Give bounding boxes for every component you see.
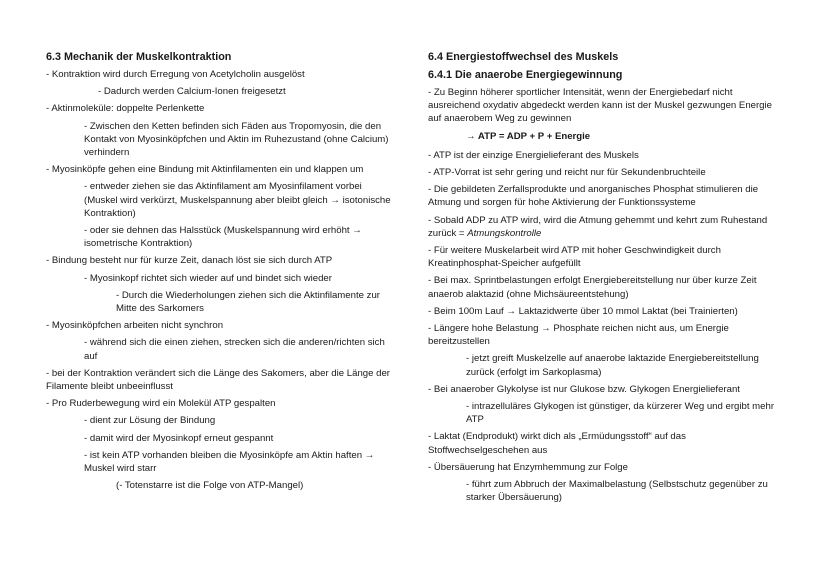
list-item — [428, 478, 778, 504]
list-item — [428, 183, 778, 209]
list-item — [46, 272, 396, 285]
list-item-text: - oder sie dehnen das Halsstück (Muskelspannung wird erhöht → isometrische Kontraktion) — [84, 225, 362, 250]
list-item-text: - Myosinkopf richtet sich wieder auf und bindet sich wieder — [84, 272, 332, 284]
list-item-text: - ATP-Vorrat ist sehr gering und reicht nur für Sekundenbruchteile — [428, 167, 706, 179]
list-item — [46, 68, 396, 81]
list-item — [428, 383, 778, 396]
list-item-emphasis: Atmungskontrolle — [467, 227, 542, 239]
list-item-text: - intrazelluläres Glykogen ist günstiger, da kürzerer Weg und ergibt mehr ATP — [466, 401, 775, 426]
list-item — [46, 85, 396, 98]
subsection-heading-6-4-1: 6.4.1 Die anaerobe Energiegewinnung — [428, 69, 623, 81]
list-item — [46, 432, 396, 445]
section-heading-6-4: 6.4 Energiestoffwechsel des Muskels — [428, 51, 619, 63]
list-item-text: - ATP ist der einzige Energielieferant des Muskels — [428, 149, 639, 161]
list-item — [428, 352, 778, 378]
list-item-text: - Längere hohe Belastung → Phosphate reichen nicht aus, um Energie bereitzustellen — [428, 323, 729, 348]
right-item-list — [428, 149, 778, 505]
list-item — [46, 336, 396, 362]
list-item-text: - Aktinmoleküle: doppelte Perlenkette — [46, 103, 205, 115]
section-heading-6-3: 6.3 Mechanik der Muskelkontraktion — [46, 51, 232, 63]
list-item — [46, 120, 396, 160]
list-item-text: - Pro Ruderbewegung wird ein Molekül ATP gespalten — [46, 398, 276, 410]
list-item-text: - während sich die einen ziehen, strecken sich die anderen/richten sich auf — [84, 337, 385, 362]
list-item-text: - bei der Kontraktion verändert sich die Länge des Sakomers, aber die Länge der Filamente bleibt unbeeinflusst — [46, 367, 390, 393]
list-item — [428, 305, 778, 318]
list-item-text: - jetzt greift Muskelzelle auf anaerobe laktazide Energiebereitstellung zurück (erfolgt im Sarkoplasma) — [466, 353, 759, 378]
list-item-text: - Sobald ADP zu ATP wird, wird die Atmung gehemmt und kehrt zum Ruhestand zurück = — [428, 214, 768, 239]
list-item — [46, 180, 396, 220]
list-item-text: - Myosinköpfe gehen eine Bindung mit Aktinfilamenten ein und klappen um — [46, 164, 364, 176]
list-item — [428, 430, 778, 456]
list-item — [46, 254, 396, 267]
list-item — [46, 397, 396, 410]
list-item-text: - Beim 100m Lauf → Laktazidwerte über 10 mmol Laktat (bei Trainierten) — [428, 305, 738, 317]
list-item — [428, 274, 778, 300]
list-item-text: - entweder ziehen sie das Aktinfilament am Myosinfilament vorbei (Muskel wird verkürzt, Muskelspannung aber bleibt gleich → isotonische Kontraktion) — [84, 181, 391, 219]
list-item-text: - Bindung besteht nur für kurze Zeit, danach löst sie sich durch ATP — [46, 255, 333, 267]
list-item — [428, 214, 778, 240]
atp-formula: → ATP = ADP + P + Energie — [466, 130, 591, 142]
intro-paragraph: - Zu Beginn höherer sportlicher Intensität, wenn der Energiebedarf nicht ausreichend oxydativ abgedeckt werden kann ist der Muskel gezwungen Energie auf anaerobem Weg zu gewinnen — [428, 87, 772, 125]
list-item — [428, 149, 778, 162]
right-column — [428, 50, 778, 508]
list-item-text: - dient zur Lösung der Bindung — [84, 415, 216, 427]
list-item — [46, 224, 396, 250]
list-item-text: - damit wird der Myosinkopf erneut gespannt — [84, 432, 274, 444]
list-item-text: - Zwischen den Ketten befinden sich Fäden aus Tropomyosin, die den Kontakt von Myosinköpfchen und Aktin im Ruhezustand (ohne Calcium) verhindern — [84, 120, 389, 159]
list-item-text: - Kontraktion wird durch Erregung von Acetylcholin ausgelöst — [46, 69, 305, 80]
list-item — [428, 322, 778, 348]
list-item-text: - Laktat (Endprodukt) wirkt dich als „Ermüdungsstoff“ auf das Stoffwechselgeschehen aus — [428, 431, 686, 456]
list-item — [428, 166, 778, 179]
list-item — [428, 400, 778, 426]
list-item-text: - führt zum Abbruch der Maximalbelastung (Selbstschutz gegenüber zu starker Übersäuerung) — [466, 479, 768, 504]
list-item — [46, 289, 396, 315]
list-item-text: - Für weitere Muskelarbeit wird ATP mit hoher Geschwindigkeit durch Kreatinphosphat-Speicher aufgefüllt — [428, 245, 721, 270]
list-item-text: (- Totenstarre ist die Folge von ATP-Mangel) — [116, 480, 304, 492]
list-item — [46, 319, 396, 332]
list-item — [46, 414, 396, 427]
list-item — [46, 163, 396, 176]
list-item — [428, 244, 778, 270]
list-item-text: - Die gebildeten Zerfallsprodukte und anorganisches Phosphat stimulieren die Atmung und sorgen für hohe Aktivierung der Funktionssysteme — [428, 184, 759, 209]
list-item-text: - Bei anaerober Glykolyse ist nur Glukose bzw. Glykogen Energielieferant — [428, 383, 740, 395]
list-item — [428, 461, 778, 474]
list-item — [46, 367, 396, 393]
list-item-text: - Durch die Wiederholungen ziehen sich die Aktinfilamente zur Mitte des Sarkomers — [116, 289, 380, 315]
left-item-list — [46, 68, 396, 492]
list-item-text: - Dadurch werden Calcium-Ionen freigesetzt — [98, 86, 286, 98]
list-item-text: - Bei max. Sprintbelastungen erfolgt Energiebereitstellung nur über kurze Zeit anaerob alaktazid (ohne Michsäureentstehung) — [428, 275, 757, 300]
list-item-text: - ist kein ATP vorhanden bleiben die Myosinköpfe am Aktin haften → Muskel wird starr — [84, 449, 375, 475]
left-column — [46, 50, 396, 496]
list-item — [46, 102, 396, 115]
list-item-text: - Übersäuerung hat Enzymhemmung zur Folge — [428, 461, 628, 473]
list-item — [46, 449, 396, 475]
list-item — [46, 479, 396, 492]
list-item-text: - Myosinköpfchen arbeiten nicht synchron — [46, 320, 224, 332]
